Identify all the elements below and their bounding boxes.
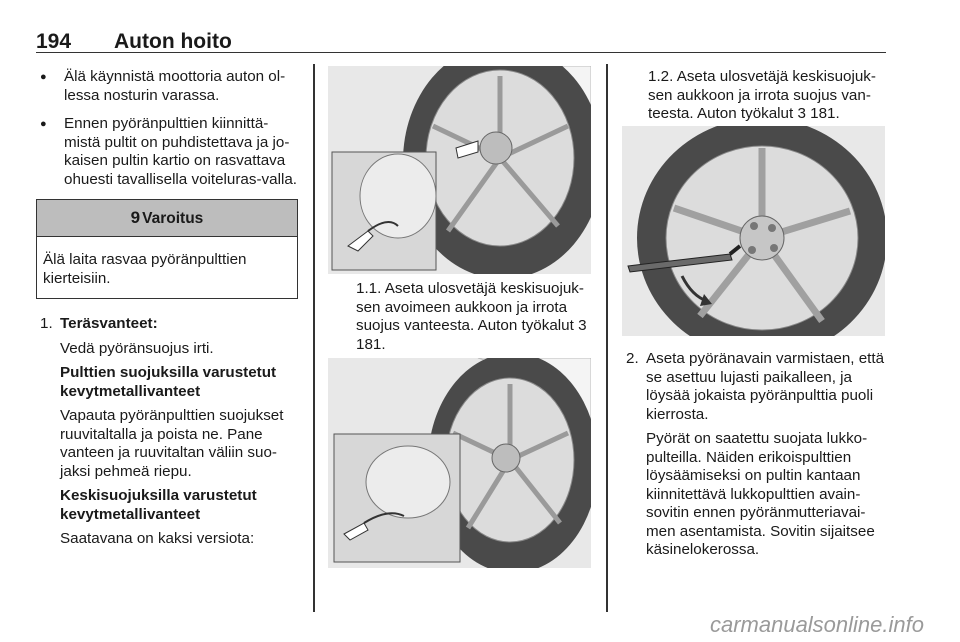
numbered-item-1	[36, 315, 298, 549]
numbered-item-2	[622, 350, 888, 560]
warning-title-bar	[37, 200, 297, 237]
warning-text: Älä laita rasvaa pyöränpulttien kierteisiin.	[43, 251, 247, 287]
paragraph: Saatavana on kaksi versiota:	[60, 530, 255, 547]
wheel-illustration	[328, 358, 591, 568]
watermark: carmanualsonline.info	[709, 612, 924, 637]
reference-icon: 3	[578, 317, 587, 334]
paragraph: Aseta pyöränavain varmistaen, että se asettuu lujasti paikalleen, ja löysää jokaista pyöränpulttia puoli kierrosta.	[646, 350, 885, 423]
warning-icon: 9	[130, 208, 141, 227]
column-divider	[606, 64, 608, 612]
item-number: 2.	[626, 350, 639, 367]
subheading: Pulttien suojuksilla varustetut kevytmetallivanteet	[60, 364, 277, 400]
left-column	[36, 68, 298, 549]
wheel-illustration	[622, 126, 885, 336]
reference-icon: 3	[797, 105, 806, 122]
right-column	[622, 350, 888, 560]
page-header	[36, 22, 886, 53]
figure-wheel-wrench	[622, 126, 885, 336]
paragraph: Pyörät on saatettu suojata lukko-pulteilla. Näiden erikoispulttien löysäämiseksi on pultin kantaan kiinnitettävä lukkopulttien avain-sovitin ennen pyöränmutteriavai-men asentamista. Sovitin sijaitsee käsinelokerossa.	[646, 430, 875, 558]
item-title: Teräsvanteet:	[60, 315, 158, 332]
subheading: Keskisuojuksilla varustetut kevytmetallivanteet	[60, 487, 257, 523]
warning-title: Varoitus	[142, 210, 204, 227]
figure-caption: 1.2. Aseta ulosvetäjä keskisuojuk-sen aukkoon ja irrota suojus van-teesta. Auton työkalut 3 181.	[648, 68, 876, 122]
page-number: 194	[36, 30, 72, 53]
figure-wheel-center-cap-closed	[328, 358, 591, 568]
bullet-item: ● Ennen pyöränpulttien kiinnittä-mistä pultit on puhdistettava ja jo-kaisen pultin kartio on rasvattava ohuesti tavallisella voiteluras-valla.	[36, 115, 298, 189]
figure-caption: 1.1. Aseta ulosvetäjä keskisuojuk-sen avoimeen aukkoon ja irrota suojus vanteesta. Auton työkalut 3 181.	[356, 280, 587, 353]
warning-box	[36, 199, 298, 299]
column-divider	[313, 64, 315, 612]
paragraph: Vedä pyöränsuojus irti.	[60, 339, 214, 357]
bullet-item: ● Älä käynnistä moottoria auton ol-lessa nosturin varassa.	[36, 68, 298, 105]
paragraph: Vapauta pyöränpulttien suojukset ruuvitaltalla ja poista ne. Pane vanteen ja ruuvitaltan väliin suo-jaksi pehmeä riepu.	[60, 407, 284, 480]
figure-wheel-center-cap-open	[328, 66, 591, 274]
wheel-illustration	[328, 66, 591, 274]
chapter-title: Auton hoito	[114, 30, 232, 53]
item-number: 1.	[40, 315, 53, 332]
